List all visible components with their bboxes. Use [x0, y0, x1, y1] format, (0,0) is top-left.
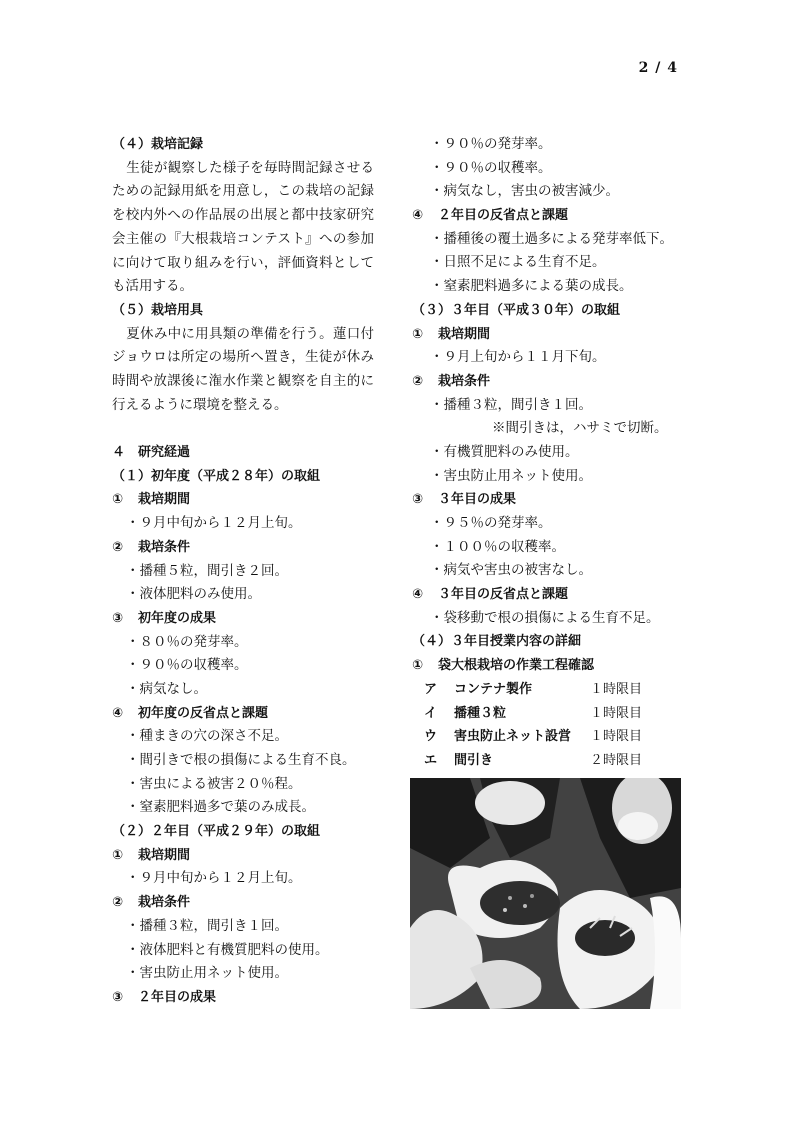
- item-heading: ④ 初年度の反省点と課題: [112, 705, 269, 721]
- bullet-item: ・播種後の覆土過多による発芽率低下。: [430, 230, 673, 247]
- item-heading: ④ ２年目の反省点と課題: [412, 208, 569, 224]
- page-number: 2 / 4: [638, 60, 678, 76]
- bullet-item: ・９５％の発芽率。: [430, 515, 552, 531]
- bullet-item: ・有機質肥料のみ使用。: [430, 443, 579, 460]
- bullet-item: ・窒素肥料過多で葉のみ成長。: [126, 799, 315, 816]
- item-heading: ① 栽培期間: [112, 492, 191, 508]
- bullet-item: ・９月上旬から１１月下旬。: [430, 349, 606, 366]
- bullet-item: ・病気なし，害虫の被害減少。: [430, 183, 619, 200]
- right-column: [412, 133, 684, 773]
- bullet-item: ・種まきの穴の深さ不足。: [126, 728, 288, 745]
- item-heading: ③ 初年度の成果: [112, 610, 217, 626]
- note: ※間引きは，ハサミで切断。: [492, 420, 668, 437]
- task-row: イ 播種３粒 １時限目: [424, 705, 643, 721]
- item-heading: ③ ２年目の成果: [112, 989, 217, 1005]
- paragraph: 生徒が観察した様子を毎時間記録させるための記録用紙を用意し，この栽培の記録を校内外への作品展の出展と都中技家研究会主催の『大根栽培コンテスト』への参加に向けて取り組みを行い，評価資料としても活用する。: [112, 159, 374, 295]
- bullet-item: ・液体肥料のみ使用。: [126, 586, 261, 603]
- item-heading: ② 栽培条件: [112, 539, 191, 555]
- bullet-item: ・害虫による被害２０％程。: [126, 775, 302, 792]
- item-heading: ② 栽培条件: [112, 895, 191, 911]
- bullet-item: ・播種３粒，間引き１回。: [126, 917, 288, 934]
- bullet-item: ・９０％の発芽率。: [430, 136, 552, 152]
- bullet-item: ・８０％の発芽率。: [126, 633, 248, 650]
- bullet-item: ・間引きで根の損傷による生育不良。: [126, 752, 356, 769]
- item-heading: ① 栽培期間: [112, 847, 191, 863]
- students-planting-photo: [410, 778, 681, 1009]
- subsection-heading: （３）３年目（平成３０年）の取組: [412, 302, 621, 318]
- bullet-item: ・９月中旬から１２月上旬。: [126, 870, 302, 887]
- bullet-item: ・害虫防止用ネット使用。: [126, 965, 288, 982]
- bullet-item: ・播種３粒，間引き１回。: [430, 396, 592, 413]
- bullet-item: ・袋移動で根の損傷による生育不足。: [430, 609, 660, 626]
- item-heading: ① 栽培期間: [412, 326, 491, 342]
- subsection-heading: （２）２年目（平成２９年）の取組: [112, 824, 321, 840]
- section-heading: （４）栽培記録: [112, 137, 204, 152]
- paragraph: 夏休み中に用具類の準備を行う。蓮口付ジョウロは所定の場所へ置き，生徒が休み時間や放課後に潅水作業と観察を自主的に行えるように環境を整える。: [112, 325, 374, 413]
- bullet-item: ・１００％の収穫率。: [430, 538, 565, 555]
- item-heading: ② 栽培条件: [412, 373, 491, 389]
- bullet-item: ・窒素肥料過多による葉の成長。: [430, 278, 633, 295]
- subsection-heading: （４）３年目授業内容の詳細: [412, 634, 582, 650]
- bullet-item: ・病気なし。: [126, 680, 207, 697]
- bullet-item: ・害虫防止用ネット使用。: [430, 467, 592, 484]
- task-row: エ 間引き ２時限目: [424, 752, 643, 768]
- bullet-item: ・９０％の収穫率。: [430, 159, 552, 176]
- task-row: ウ 害虫防止ネット設営 １時限目: [424, 729, 643, 745]
- bullet-item: ・９０％の収穫率。: [126, 657, 248, 674]
- bullet-item: ・病気や害虫の被害なし。: [430, 562, 592, 579]
- left-column: [112, 133, 374, 1010]
- item-heading: ① 袋大根栽培の作業工程確認: [412, 658, 595, 674]
- task-row: ア コンテナ製作 １時限目: [424, 681, 643, 697]
- subsection-heading: （１）初年度（平成２８年）の取組: [112, 468, 321, 484]
- bullet-item: ・９月中旬から１２月上旬。: [126, 515, 302, 532]
- item-heading: ③ ３年目の成果: [412, 492, 517, 508]
- bullet-item: ・播種５粒，間引き２回。: [126, 562, 288, 579]
- bullet-item: ・日照不足による生育不足。: [430, 254, 606, 271]
- bullet-item: ・液体肥料と有機質肥料の使用。: [126, 941, 329, 958]
- section-heading: （５）栽培用具: [112, 302, 204, 318]
- section-heading: ４ 研究経過: [112, 445, 191, 461]
- item-heading: ④ ３年目の反省点と課題: [412, 587, 569, 603]
